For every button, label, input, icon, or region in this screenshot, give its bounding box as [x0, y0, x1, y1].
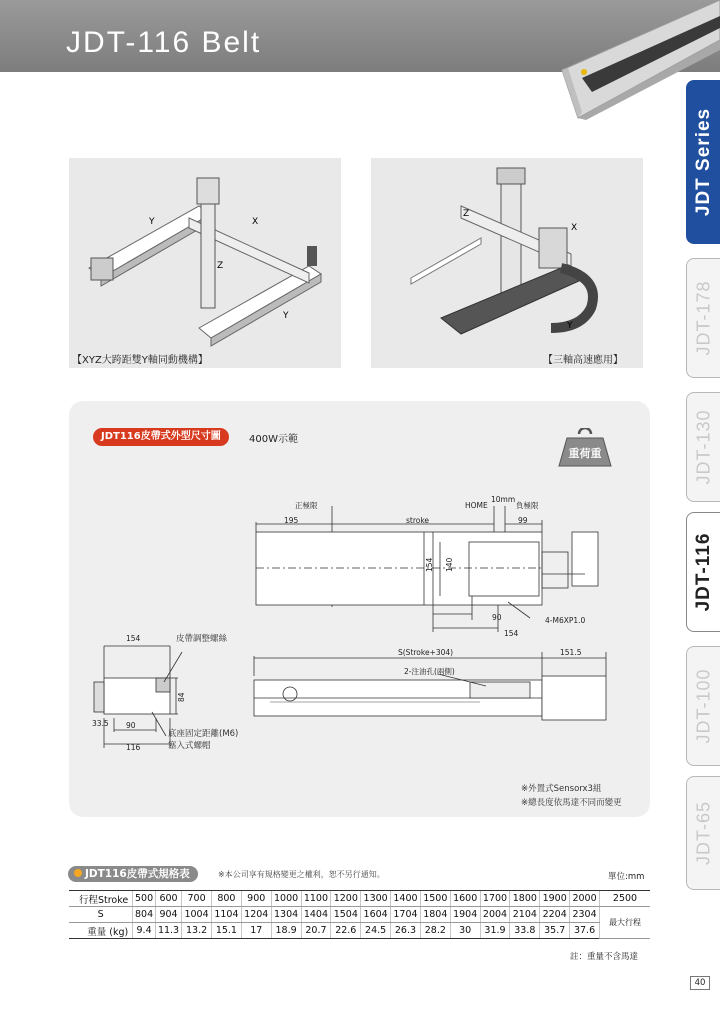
label-nut: 塞入式螺帽: [168, 741, 211, 751]
unit-label: 單位:mm: [608, 872, 645, 882]
cell: 2104: [510, 907, 540, 923]
cell: 2304: [570, 907, 600, 923]
cell: 1600: [450, 891, 480, 907]
spec-note: ※本公司享有規格變更之權利，恕不另行通知。: [218, 870, 385, 879]
xyz-gantry-illustration: [69, 158, 341, 368]
tab-jdt-116[interactable]: [686, 512, 720, 632]
cell: 1800: [510, 891, 540, 907]
tab-label: JDT-130: [693, 409, 714, 485]
cell: 1100: [301, 891, 331, 907]
dim-m6: 4-M6XP1.0: [545, 616, 586, 625]
dim-90-side: 90: [126, 721, 136, 730]
dim-90-top: 90: [492, 613, 502, 622]
cell: 13.2: [182, 923, 212, 939]
dim-154-bottom: 154: [504, 629, 519, 638]
cell: 904: [155, 907, 181, 923]
photo-2-caption: 【三軸高速應用】: [543, 355, 623, 366]
cell: 1904: [450, 907, 480, 923]
dim-s-stroke: S(Stroke+304): [398, 648, 454, 657]
tab-jdt-130[interactable]: [686, 392, 720, 502]
row-head-weight: 重量 (kg): [69, 923, 133, 939]
cell: 37.6: [570, 923, 600, 939]
dim-154-side: 154: [126, 634, 141, 643]
photo-xyz-gantry: [69, 158, 341, 368]
dim-33-5: 33.5: [92, 719, 109, 728]
badge-label: 重荷重: [568, 447, 602, 460]
axis-z-label: Z: [463, 209, 470, 219]
axis-y-label: Y: [567, 321, 573, 331]
cell: 700: [182, 891, 212, 907]
cell: 26.3: [391, 923, 421, 939]
cell: 9.4: [133, 923, 156, 939]
cell: 22.6: [331, 923, 361, 939]
axis-x-label: X: [571, 223, 578, 233]
cell: 1500: [420, 891, 450, 907]
cell: 1804: [420, 907, 450, 923]
dim-home: HOME: [465, 501, 488, 510]
cell: 1204: [241, 907, 271, 923]
tab-label: JDT-116: [693, 532, 714, 612]
axis-x-label: X: [252, 217, 259, 227]
cell: 2204: [540, 907, 570, 923]
axis-y2-label: Y: [283, 311, 289, 321]
drawing-title: JDT116皮帶式外型尺寸圖: [93, 428, 229, 446]
cell: 900: [241, 891, 271, 907]
cell: 24.5: [361, 923, 391, 939]
table-row: [69, 891, 650, 907]
cell: 18.9: [271, 923, 301, 939]
spec-table: [69, 890, 650, 939]
spec-title: [68, 866, 198, 882]
dim-154-vertical: 154: [425, 557, 434, 572]
heavy-load-badge: [557, 428, 613, 468]
cell: 804: [133, 907, 156, 923]
three-axis-illustration: [371, 158, 643, 368]
cell: 17: [241, 923, 271, 939]
cell: 30: [450, 923, 480, 939]
cell: 31.9: [480, 923, 510, 939]
cell: 1700: [480, 891, 510, 907]
axis-z-label: Z: [217, 261, 224, 271]
photo-three-axis: [371, 158, 643, 368]
cell: 1004: [182, 907, 212, 923]
dim-10mm: 10mm: [491, 495, 516, 504]
cell-max-stroke: 2500: [600, 891, 651, 907]
row-head-s: S: [69, 907, 133, 923]
bullet-icon: [74, 869, 82, 877]
label-oil-holes: 2-注油孔(兩側): [404, 667, 455, 676]
label-base-hole: 底座固定距離(M6): [168, 729, 239, 739]
front-view-drawing: [250, 646, 610, 726]
cell: 500: [133, 891, 156, 907]
cell: 1900: [540, 891, 570, 907]
tab-jdt-100[interactable]: [686, 646, 720, 766]
cell: 15.1: [211, 923, 241, 939]
cell: 2004: [480, 907, 510, 923]
dim-limit-neg: 負極限: [516, 501, 539, 510]
cell: 20.7: [301, 923, 331, 939]
axis-y-label: Y: [149, 217, 155, 227]
cell: 1604: [361, 907, 391, 923]
tab-label: JDT-178: [693, 280, 714, 356]
tab-jdt-series[interactable]: [686, 80, 720, 244]
top-view-drawing: [240, 492, 610, 642]
cell: 1300: [361, 891, 391, 907]
dim-140-vertical: 140: [445, 557, 454, 572]
dim-151-5: 151.5: [560, 648, 582, 657]
cell: 1000: [271, 891, 301, 907]
drawing-subtitle: 400W示範: [249, 434, 298, 445]
tab-label: JDT Series: [693, 107, 714, 217]
spec-title-text: JDT116皮帶式規格表: [85, 868, 190, 880]
row-head-stroke: 行程Stroke: [69, 891, 133, 907]
cell: 1404: [301, 907, 331, 923]
cell: 1200: [331, 891, 361, 907]
cell: 2000: [570, 891, 600, 907]
photo-1-caption: 【XYZ大跨距雙Y軸同動機構】: [72, 355, 208, 366]
tab-jdt-178[interactable]: [686, 258, 720, 378]
cell: 33.8: [510, 923, 540, 939]
cell: 1704: [391, 907, 421, 923]
page-number: 40: [690, 976, 710, 990]
tab-jdt-65[interactable]: [686, 776, 720, 890]
note-length: ※總長度依馬達不同而變更: [521, 798, 622, 808]
cell: 35.7: [540, 923, 570, 939]
dim-116: 116: [126, 743, 141, 752]
note-sensor: ※外置式Sensorx3組: [521, 784, 602, 794]
dim-stroke: stroke: [406, 516, 430, 525]
cell: 600: [155, 891, 181, 907]
tab-label: JDT-65: [693, 800, 714, 866]
label-belt-screw: 皮帶調整螺絲: [176, 634, 228, 644]
cell-max-stroke-label: 最大行程: [600, 907, 651, 939]
dim-84: 84: [177, 692, 186, 702]
table-row: [69, 923, 650, 939]
cell: 1304: [271, 907, 301, 923]
cell: 1400: [391, 891, 421, 907]
spec-footnote: 註：重量不含馬達: [570, 952, 639, 962]
cell: 800: [211, 891, 241, 907]
dim-195: 195: [284, 516, 299, 525]
page-title: JDT-116 Belt: [66, 26, 262, 59]
dim-limit-pos: 正極限: [295, 501, 318, 510]
tab-label: JDT-100: [693, 668, 714, 744]
cell: 28.2: [420, 923, 450, 939]
cell: 1504: [331, 907, 361, 923]
table-row: [69, 907, 650, 923]
cell: 11.3: [155, 923, 181, 939]
dim-99: 99: [518, 516, 528, 525]
cell: 1104: [211, 907, 241, 923]
